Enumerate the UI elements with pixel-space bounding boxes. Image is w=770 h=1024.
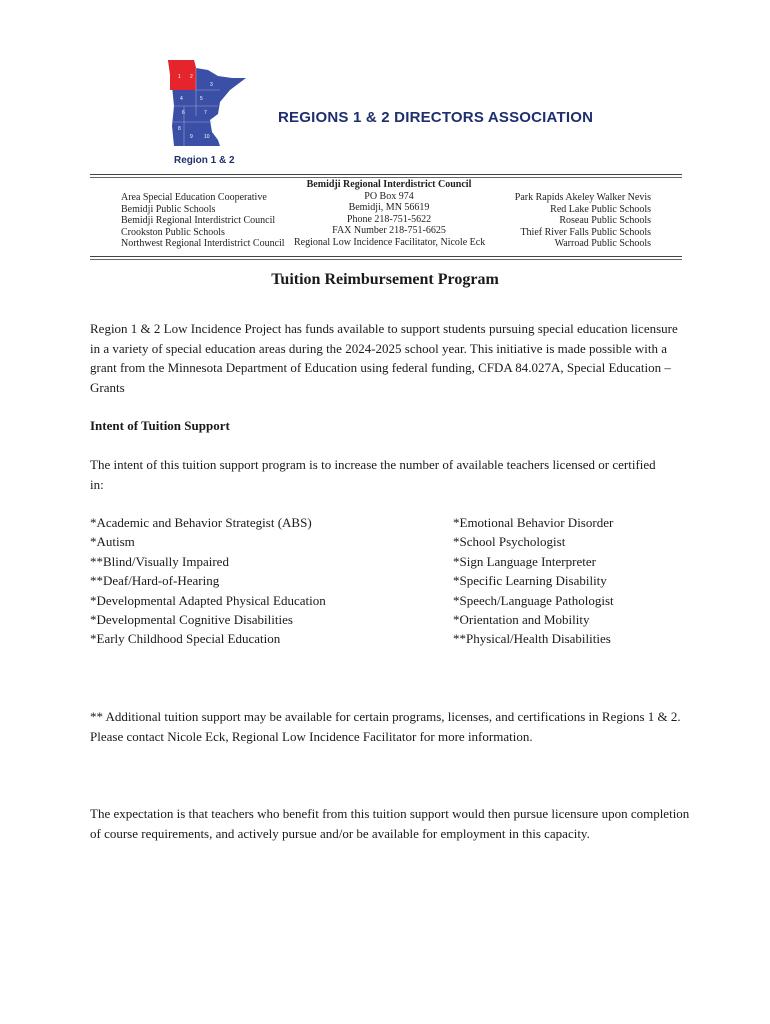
list-item: **Physical/Health Disabilities <box>453 631 611 647</box>
logo-caption: Region 1 & 2 <box>174 155 235 166</box>
list-item: *Academic and Behavior Strategist (ABS) <box>90 515 312 530</box>
list-item: *Specific Learning Disability <box>453 573 607 589</box>
contact-phone: Phone 218-751-5622 <box>346 213 432 225</box>
header-divider-top <box>90 174 682 175</box>
member-item: Roseau Public Schools <box>559 215 651 226</box>
intent-heading: Intent of Tuition Support <box>90 418 230 433</box>
list-item: *Speech/Language Pathologist <box>453 592 614 608</box>
intro-paragraph: Region 1 & 2 Low Incidence Project has funds available to support students pursuing special education licensure in a variety of special education areas during the 2024-2025 school year. This initiative is made possible with a grant from the Minnesota Department of Education using federal funding, CFDA 84.027A, Special Education – Grants <box>90 321 678 395</box>
expectation-paragraph: The expectation is that teachers who benefit from this tuition support would then pursue licensure upon completion of course requirements, and actively pursue and/or be available for employment in this capacity. <box>90 806 690 841</box>
member-districts-right <box>500 192 651 250</box>
svg-text:5: 5 <box>200 96 203 102</box>
member-item: Red Lake Public Schools <box>550 203 651 215</box>
association-title: REGIONS 1 & 2 DIRECTORS ASSOCIATION <box>278 109 594 126</box>
contact-org: Bemidji Regional Interdistrict Council <box>306 179 472 190</box>
svg-text:4: 4 <box>180 96 183 102</box>
contact-fax: FAX Number 218-751-6625 <box>332 225 446 236</box>
member-item: Bemidji Regional Interdistrict Council <box>121 215 276 226</box>
member-item: Bemidji Public Schools <box>121 203 216 215</box>
svg-text:9: 9 <box>190 134 193 140</box>
member-item: Warroad Public Schools <box>554 238 651 249</box>
additional-support-note: ** Additional tuition support may be available for certain programs, licenses, and certifications in Regions 1 & 2. Please contact Nicole Eck, Regional Low Incidence Facilitator for more information. <box>90 709 681 744</box>
svg-text:2: 2 <box>190 74 193 80</box>
member-item: Thief River Falls Public Schools <box>520 226 651 238</box>
header-divider-bottom <box>90 256 682 257</box>
svg-text:8: 8 <box>178 126 181 132</box>
member-item: Area Special Education Cooperative <box>121 192 267 203</box>
svg-text:10: 10 <box>204 134 210 140</box>
header-divider-bottom-thin <box>90 259 682 260</box>
list-item: *Autism <box>90 534 135 550</box>
member-item: Park Rapids Akeley Walker Nevis <box>514 192 651 203</box>
contact-city: Bemidji, MN 56619 <box>348 202 430 213</box>
member-item: Northwest Regional Interdistrict Council <box>121 238 285 249</box>
licensure-areas-right <box>453 513 614 649</box>
svg-text:7: 7 <box>204 110 207 116</box>
svg-text:3: 3 <box>210 82 213 88</box>
list-item: *School Psychologist <box>453 534 566 550</box>
member-item: Crookston Public Schools <box>121 226 225 238</box>
member-districts-left <box>121 192 285 250</box>
contact-facilitator: Regional Low Incidence Facilitator, Nicole Eck <box>294 236 486 248</box>
document-title: Tuition Reimbursement Program <box>271 271 499 288</box>
list-item: *Emotional Behavior Disorder <box>453 515 614 530</box>
list-item: **Deaf/Hard-of-Hearing <box>90 573 220 589</box>
list-item: *Orientation and Mobility <box>453 612 590 628</box>
contact-block <box>294 179 484 248</box>
intent-paragraph: The intent of this tuition support program is to increase the number of available teachers licensed or certified in: <box>90 457 656 492</box>
list-item: **Blind/Visually Impaired <box>90 553 229 569</box>
svg-text:6: 6 <box>182 110 185 116</box>
list-item: *Developmental Adapted Physical Education <box>90 592 326 608</box>
svg-text:1: 1 <box>178 74 181 80</box>
licensure-areas-left <box>90 513 326 649</box>
contact-po-box: PO Box 974 <box>364 190 414 202</box>
region-map-logo <box>160 56 246 174</box>
list-item: *Sign Language Interpreter <box>453 553 596 569</box>
list-item: *Early Childhood Special Education <box>90 631 281 647</box>
header-divider-top-thin <box>90 177 682 178</box>
list-item: *Developmental Cognitive Disabilities <box>90 612 293 628</box>
